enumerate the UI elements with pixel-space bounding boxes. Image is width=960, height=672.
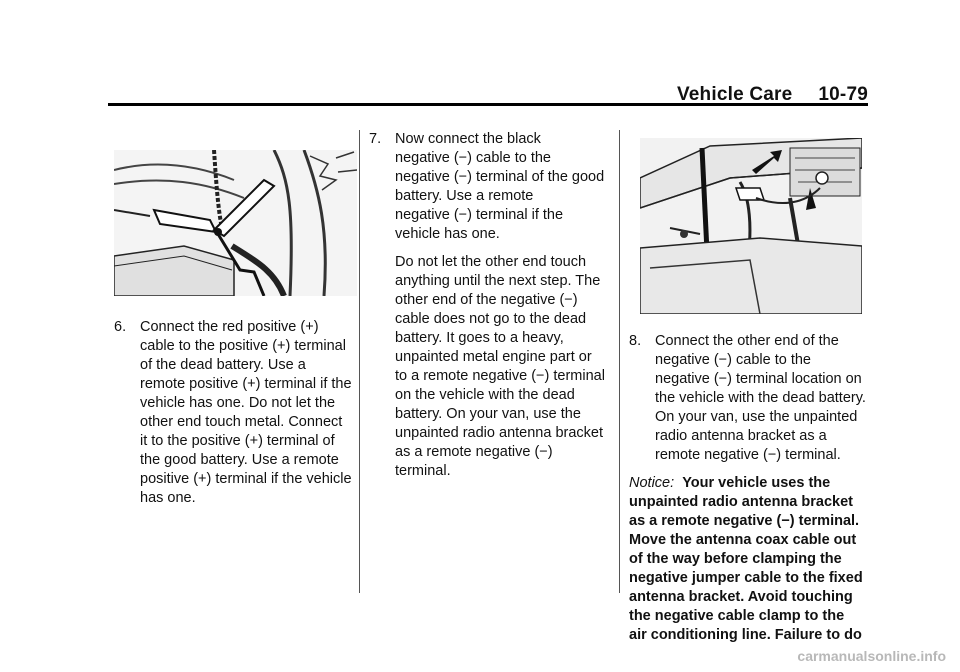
paragraph-line: anything until the next step. The <box>395 273 601 289</box>
step-line: other end touch metal. Connect <box>140 414 343 430</box>
step-line: negative (−) terminal location on <box>655 371 862 387</box>
section-title: Vehicle Care <box>676 84 793 105</box>
column-divider-2 <box>619 130 620 593</box>
step-line: the vehicle with the dead battery. <box>655 390 866 406</box>
paragraph-line: cable does not go to the dead <box>395 311 587 327</box>
paragraph-line: on the vehicle with the dead <box>395 387 575 403</box>
paragraph-line: as a remote negative (−) <box>395 444 553 460</box>
header-rule <box>108 103 868 106</box>
step-line: has one. <box>140 490 196 506</box>
notice-line: Move the antenna coax cable out <box>629 532 857 548</box>
step-line: remote negative (−) terminal. <box>655 447 841 463</box>
step-7 <box>369 130 617 481</box>
paragraph-line: other end of the negative (−) <box>395 292 578 308</box>
notice-line: antenna bracket. Avoid touching <box>629 589 853 605</box>
column-divider-1 <box>359 130 360 593</box>
step-line: the good battery. Use a remote <box>140 452 339 468</box>
step-line: vehicle has one. Do not let the <box>140 395 336 411</box>
step-number: 6. <box>114 319 127 335</box>
step-line: negative (−) cable to the <box>395 150 551 166</box>
step-line: negative (−) terminal if the <box>395 207 564 223</box>
notice-line: the negative cable clamp to the <box>629 608 845 624</box>
notice-line: air conditioning line. Failure to do <box>629 627 862 643</box>
step-line: On your van, use the unpainted <box>655 409 858 425</box>
step-line: vehicle has one. <box>395 226 500 242</box>
step-8 <box>629 332 869 645</box>
step-line: Connect the other end of the <box>655 333 839 349</box>
paragraph-line: to a remote negative (−) terminal <box>395 368 605 384</box>
notice-line: as a remote negative (−) terminal. <box>629 513 860 529</box>
radio-antenna-bracket-illustration <box>640 138 862 314</box>
notice-line: of the way before clamping the <box>629 551 842 567</box>
paragraph-line: unpainted metal engine part or <box>395 349 592 365</box>
step-line: cable to the positive (+) terminal <box>140 338 346 354</box>
step-line: it to the positive (+) terminal of <box>140 433 335 449</box>
step-line: Now connect the black <box>395 131 541 147</box>
step-line: remote positive (+) terminal if the <box>140 376 352 392</box>
jumper-cable-positive-clamp-illustration <box>114 150 357 296</box>
paragraph-line: unpainted radio antenna bracket <box>395 425 603 441</box>
step-line: radio antenna bracket as a <box>655 428 827 444</box>
step-6 <box>114 318 358 508</box>
step-line: of the dead battery. Use a <box>140 357 306 373</box>
notice-block <box>629 474 869 645</box>
step-number: 8. <box>629 333 642 349</box>
paragraph-line: Do not let the other end touch <box>395 254 587 270</box>
step-line: negative (−) cable to the <box>655 352 811 368</box>
step-line: Connect the red positive (+) <box>140 319 319 335</box>
step-line: battery. Use a remote <box>395 188 534 204</box>
step-number: 7. <box>369 131 382 147</box>
notice-line: unpainted radio antenna bracket <box>629 494 853 510</box>
page-number: 10-79 <box>818 84 868 105</box>
notice-label: Notice: <box>629 475 675 491</box>
step-line: negative (−) terminal of the good <box>395 169 605 185</box>
step-7-paragraph <box>369 253 617 481</box>
paragraph-line: battery. It goes to a heavy, <box>395 330 564 346</box>
notice-line: Your vehicle uses the <box>682 475 831 491</box>
watermark-text[interactable]: carmanualsonline.info <box>797 648 946 664</box>
notice-line: negative jumper cable to the fixed <box>629 570 863 586</box>
paragraph-line: terminal. <box>395 463 451 479</box>
paragraph-line: battery. On your van, use the <box>395 406 581 422</box>
step-line: positive (+) terminal if the vehicle <box>140 471 352 487</box>
